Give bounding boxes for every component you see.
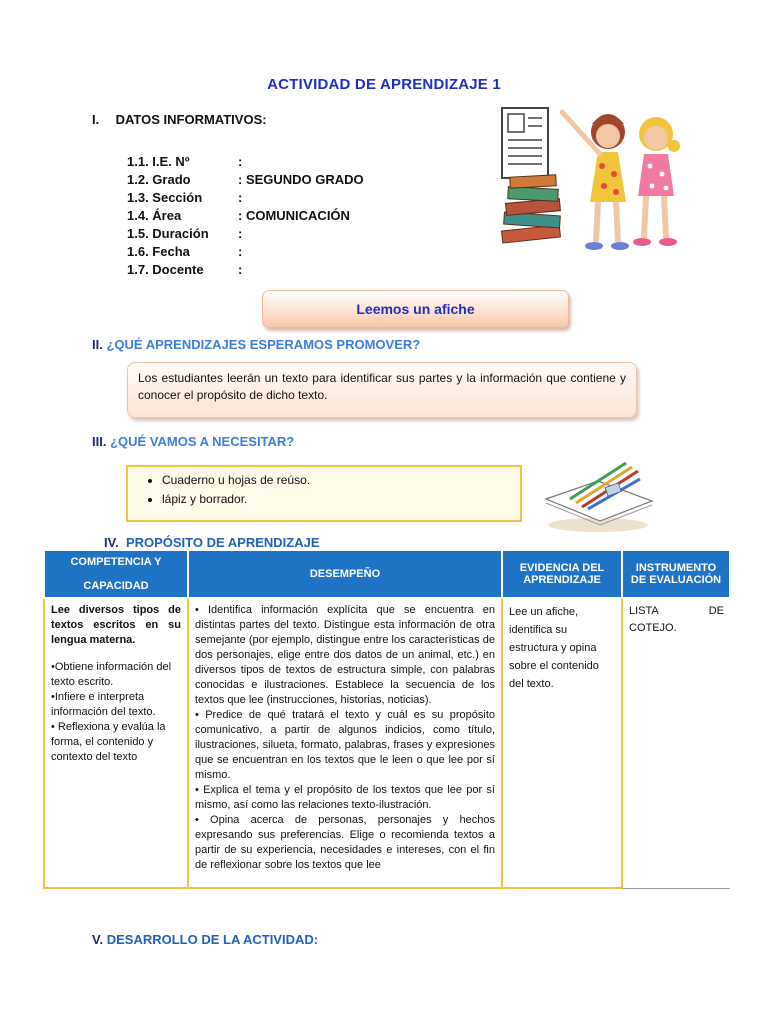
- section-2-number: II.: [92, 337, 103, 352]
- competencia-title: Lee diversos tipos de textos escritos en su lengua materna.: [51, 604, 181, 646]
- info-row-ie: [127, 153, 364, 171]
- info-list: [127, 153, 364, 279]
- cell-instrumento: LISTA DE COTEJO.: [622, 598, 730, 888]
- header-desempeno: DESEMPEÑO: [188, 550, 502, 598]
- info-value: :: [238, 244, 243, 259]
- section-1-number: I.: [92, 112, 100, 127]
- info-row-seccion: [127, 189, 364, 207]
- notebook-pencils-illustration: [540, 455, 658, 535]
- section-4-heading: [104, 535, 320, 550]
- header-evidencia: EVIDENCIA DEL APRENDIZAJE: [502, 550, 622, 598]
- info-label: 1.2. Grado: [127, 172, 191, 187]
- info-value: :: [238, 262, 243, 277]
- info-value: :: [238, 226, 243, 241]
- table-header-row: [44, 550, 730, 598]
- section-1-title: DATOS INFORMATIVOS:: [115, 112, 267, 127]
- cell-evidencia: Lee un afiche, identifica su estructura y opina sobre el contenido del texto.: [502, 598, 622, 888]
- info-label: 1.3. Sección: [127, 190, 203, 205]
- cell-desempeno: [188, 598, 502, 888]
- section-2-title: ¿QUÉ APRENDIZAJES ESPERAMOS PROMOVER?: [106, 337, 421, 352]
- capacidad-item: •Obtiene información del texto escrito.: [51, 661, 172, 688]
- learning-purpose-table: [43, 549, 729, 889]
- info-label: 1.5. Duración: [127, 226, 209, 241]
- section-1-heading: [92, 112, 267, 127]
- materials-box: [126, 465, 522, 522]
- info-row-docente: [127, 261, 364, 279]
- capacidad-item: • Reflexiona y evalúa la forma, el contenido y contexto del texto: [51, 721, 166, 763]
- info-value: :: [238, 154, 243, 169]
- section-3-title: ¿QUÉ VAMOS A NECESITAR?: [110, 434, 295, 449]
- header-competencia: COMPETENCIA Y CAPACIDAD: [44, 550, 188, 598]
- activity-title-box: Leemos un afiche: [262, 290, 569, 328]
- section-4-number: IV.: [104, 535, 119, 550]
- document-title: ACTIVIDAD DE APRENDIZAJE 1: [267, 76, 501, 93]
- info-label: 1.7. Docente: [127, 262, 204, 277]
- desempeno-item: • Identifica información explícita que se encuentra en distintas partes del texto. Distingue esta información de otra semejante (por ejemplo, distingue entre los características de dos personajes, elige entre dos datos de un animal, etc.) en diversos tipos de textos de estructura simple, con palabras conocidas e ilustraciones. Establece la secuencia de los textos que lee (instrucciones, historias, noticias).: [195, 604, 495, 706]
- learning-purpose-box: Los estudiantes leerán un texto para identificar sus partes y la información que contiene y conocer el propósito de dicho texto.: [127, 362, 637, 418]
- desempeno-item: • Opina acerca de personas, personajes y hechos expresando sus preferencias. Elige o recomienda textos a partir de su experiencia, necesidades e intereses, con el fin de reflexionar sobre los textos que lee: [195, 814, 495, 871]
- materials-item: • Cuaderno u hojas de reúso.: [162, 471, 506, 490]
- section-4-title: PROPÓSITO DE APRENDIZAJE: [125, 535, 320, 550]
- cell-competencia: [44, 598, 188, 888]
- table-row: [44, 598, 730, 888]
- header-instrumento: INSTRUMENTO DE EVALUACIÓN: [622, 550, 730, 598]
- desempeno-item: • Explica el tema y el propósito de los textos que lee por sí mismo, así como las relaciones texto-ilustración.: [195, 784, 495, 811]
- info-label: 1.4. Área: [127, 208, 182, 223]
- info-row-fecha: [127, 243, 364, 261]
- info-value: :: [238, 190, 243, 205]
- section-5-title: DESARROLLO DE LA ACTIVIDAD:: [106, 932, 319, 947]
- desempeno-item: • Predice de qué tratará el texto y cuál es su propósito comunicativo, a partir de algunos indicios, como título, ilustraciones, silueta, formato, palabras, frases y expresiones que se encuentran en los textos que le leen o que lee por sí mismo.: [195, 709, 495, 781]
- info-label: 1.6. Fecha: [127, 244, 190, 259]
- section-5-heading: [92, 932, 318, 947]
- students-illustration: [498, 104, 694, 260]
- info-value: : COMUNICACIÓN: [238, 208, 350, 223]
- info-label: 1.1. I.E. Nº: [127, 154, 190, 169]
- info-row-duracion: [127, 225, 364, 243]
- section-3-heading: [92, 434, 294, 449]
- section-5-number: V.: [92, 932, 104, 947]
- info-row-grado: [127, 171, 364, 189]
- section-3-number: III.: [92, 434, 107, 449]
- info-value: : SEGUNDO GRADO: [238, 172, 364, 187]
- info-row-area: [127, 207, 364, 225]
- section-2-heading: [92, 337, 420, 352]
- materials-item: • lápiz y borrador.: [162, 490, 506, 509]
- capacidad-item: •Infiere e interpreta información del texto.: [51, 691, 156, 718]
